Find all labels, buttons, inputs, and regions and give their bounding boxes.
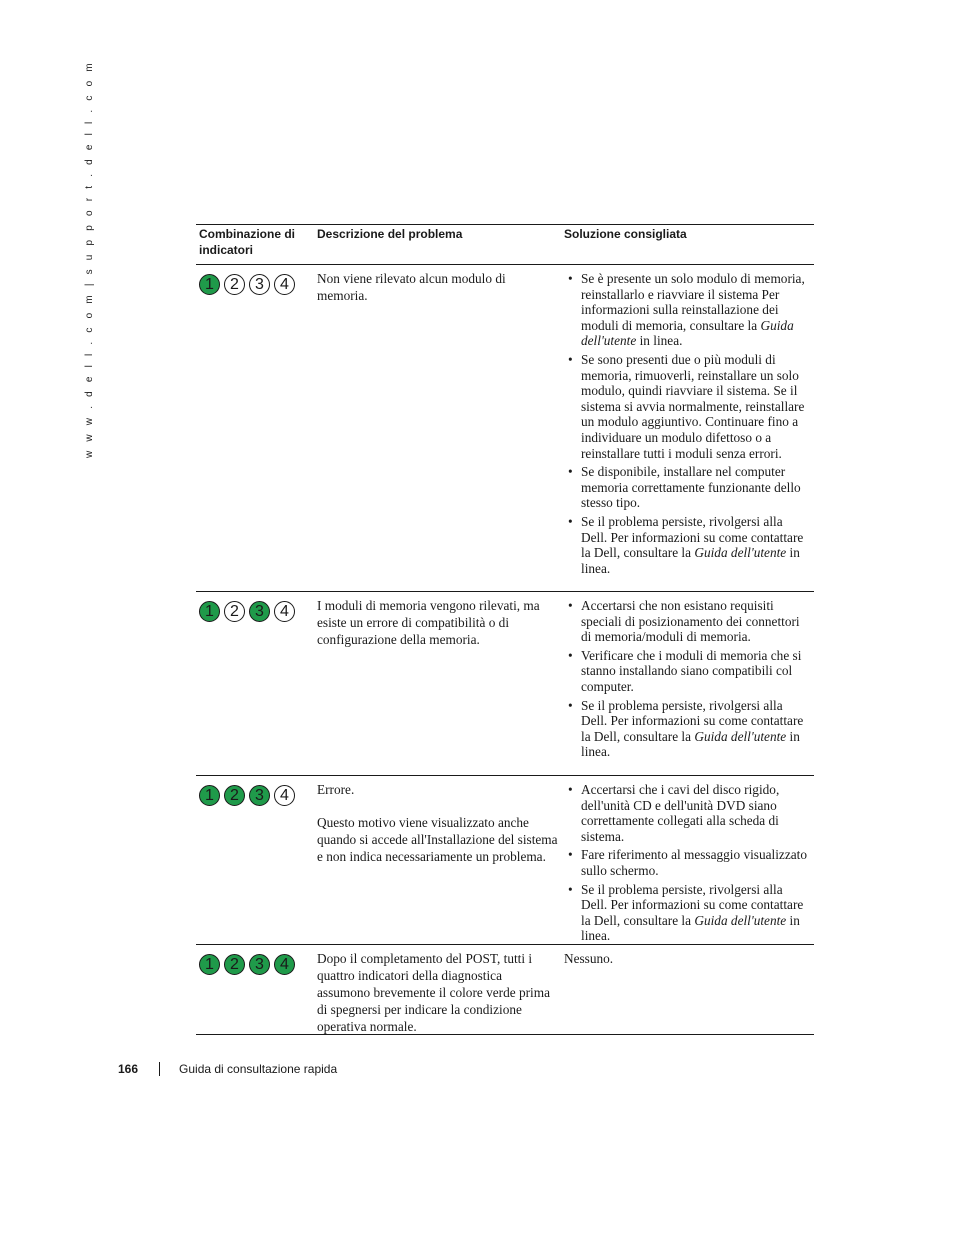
indicator-pattern [196,776,314,944]
solution-text: Se il problema persiste, rivolgersi alla Dell. Per informazioni su come contattare la Dell, consultare la [581,697,804,744]
problem-description: Dopo il completamento del POST, tutti i quattro indicatori della diagnostica assumono brevemente il colore verde prima di spegnersi per indicare la condizione operativa normale. [317,951,550,1034]
description-cell [314,776,561,944]
description-cell [314,592,561,775]
solution-text: in linea. [581,545,800,576]
table-row [196,776,814,945]
indicator-pattern [196,592,314,775]
page-number: 166 [118,1062,139,1076]
problem-description: Questo motivo viene visualizzato anche quando si accede all'Installazione del sistema e non indica necessariamente un problema. [317,815,558,864]
solution-text: Fare riferimento al messaggio visualizzato sullo schermo. [581,847,807,878]
solution-text: Guida dell'utente [581,317,794,349]
footer-separator [159,1062,160,1076]
problem-description: Errore. [317,782,355,797]
indicator-3-on-icon: 3 [249,954,270,975]
list-item [564,847,810,878]
problem-description: Non viene rilevato alcun modulo di memoria. [317,271,506,303]
indicator-pattern [196,265,314,591]
indicator-4-off-icon: 4 [274,785,295,806]
page-footer [118,1062,337,1076]
list-item [564,598,810,645]
indicator-2-on-icon: 2 [224,785,245,806]
indicator-4-off-icon: 4 [274,601,295,622]
solution-text: Guida dell'utente [694,728,787,744]
solution-text: Accertarsi che non esistano requisiti speciali di posizionamento dei connettori di memoria/moduli di memoria. [581,598,800,645]
diagnostic-table [196,224,814,1035]
solution-text: in linea. [581,912,800,944]
solution-text: Nessuno. [564,951,614,966]
solution-text: Se sono presenti due o più moduli di memoria, rimuoverli, reinstallare un solo modulo, quindi riavviare il sistema. Se il sistema si avvia normalmente, reinstallare un modulo aggiuntivo. Continuare fino a individuare un modulo difettoso o a reinstallare tutti i moduli senza errori. [581,351,805,461]
indicator-1-on-icon: 1 [199,274,220,295]
indicator-1-on-icon: 1 [199,601,220,622]
solution-text: Se è presente un solo modulo di memoria, reinstallarlo e riavviare il sistema Per informazioni sulla reinstallazione dei moduli di memoria, consultare la [581,271,805,333]
solution-cell [561,945,814,1034]
indicator-pattern [196,945,314,1034]
table-row [196,265,814,592]
table-row [196,592,814,776]
solution-text: Guida dell'utente [694,545,787,561]
solution-text: Se il problema persiste, rivolgersi alla Dell. Per informazioni su come contattare la Dell, consultare la [581,513,804,561]
solution-text: in linea. [636,333,683,349]
list-item [564,698,810,760]
indicator-3-on-icon: 3 [249,785,270,806]
list-item [564,782,810,844]
indicator-3-on-icon: 3 [249,601,270,622]
indicator-1-on-icon: 1 [199,954,220,975]
solution-text: Guida dell'utente [694,912,787,928]
table-row [196,945,814,1035]
table-header [196,225,814,265]
list-item [564,464,810,511]
list-item [564,271,810,349]
problem-description: I moduli di memoria vengono rilevati, ma esiste un errore di compatibilità o di configurazione della memoria. [317,598,540,647]
table-body [196,265,814,1035]
solution-cell [561,592,814,775]
solution-text: Se il problema persiste, rivolgersi alla Dell. Per informazioni su come contattare la Dell, consultare la [581,881,804,928]
description-cell [314,265,561,591]
indicator-2-off-icon: 2 [224,601,245,622]
list-item [564,648,810,695]
indicator-3-off-icon: 3 [249,274,270,295]
list-item [564,352,810,461]
list-item [564,514,810,576]
list-item [564,882,810,944]
indicator-2-on-icon: 2 [224,954,245,975]
header-solution: Soluzione consigliata [564,227,687,241]
solution-text: in linea. [581,728,800,760]
header-description: Descrizione del problema [317,227,463,241]
description-cell [314,945,561,1034]
solution-cell [561,776,814,944]
solution-list [564,782,810,944]
indicator-4-on-icon: 4 [274,954,295,975]
solution-list [564,271,810,576]
indicator-2-off-icon: 2 [224,274,245,295]
side-url: w w w . d e l l . c o m | s u p p o r t . d e l l . c o m [84,60,95,458]
header-indicators: Combinazione di indicatori [199,227,295,257]
footer-title: Guida di consultazione rapida [179,1062,338,1076]
indicator-1-on-icon: 1 [199,785,220,806]
indicator-4-off-icon: 4 [274,274,295,295]
solution-list [564,598,810,760]
solution-text: Se disponibile, installare nel computer memoria correttamente funzionante dello stesso tipo. [581,464,801,511]
solution-cell [561,265,814,591]
solution-text: Accertarsi che i cavi del disco rigido, dell'unità CD e dell'unità DVD siano correttamente collegati alla scheda di sistema. [581,782,780,844]
solution-text: Verificare che i moduli di memoria che si stanno installando siano compatibili col computer. [581,647,802,694]
